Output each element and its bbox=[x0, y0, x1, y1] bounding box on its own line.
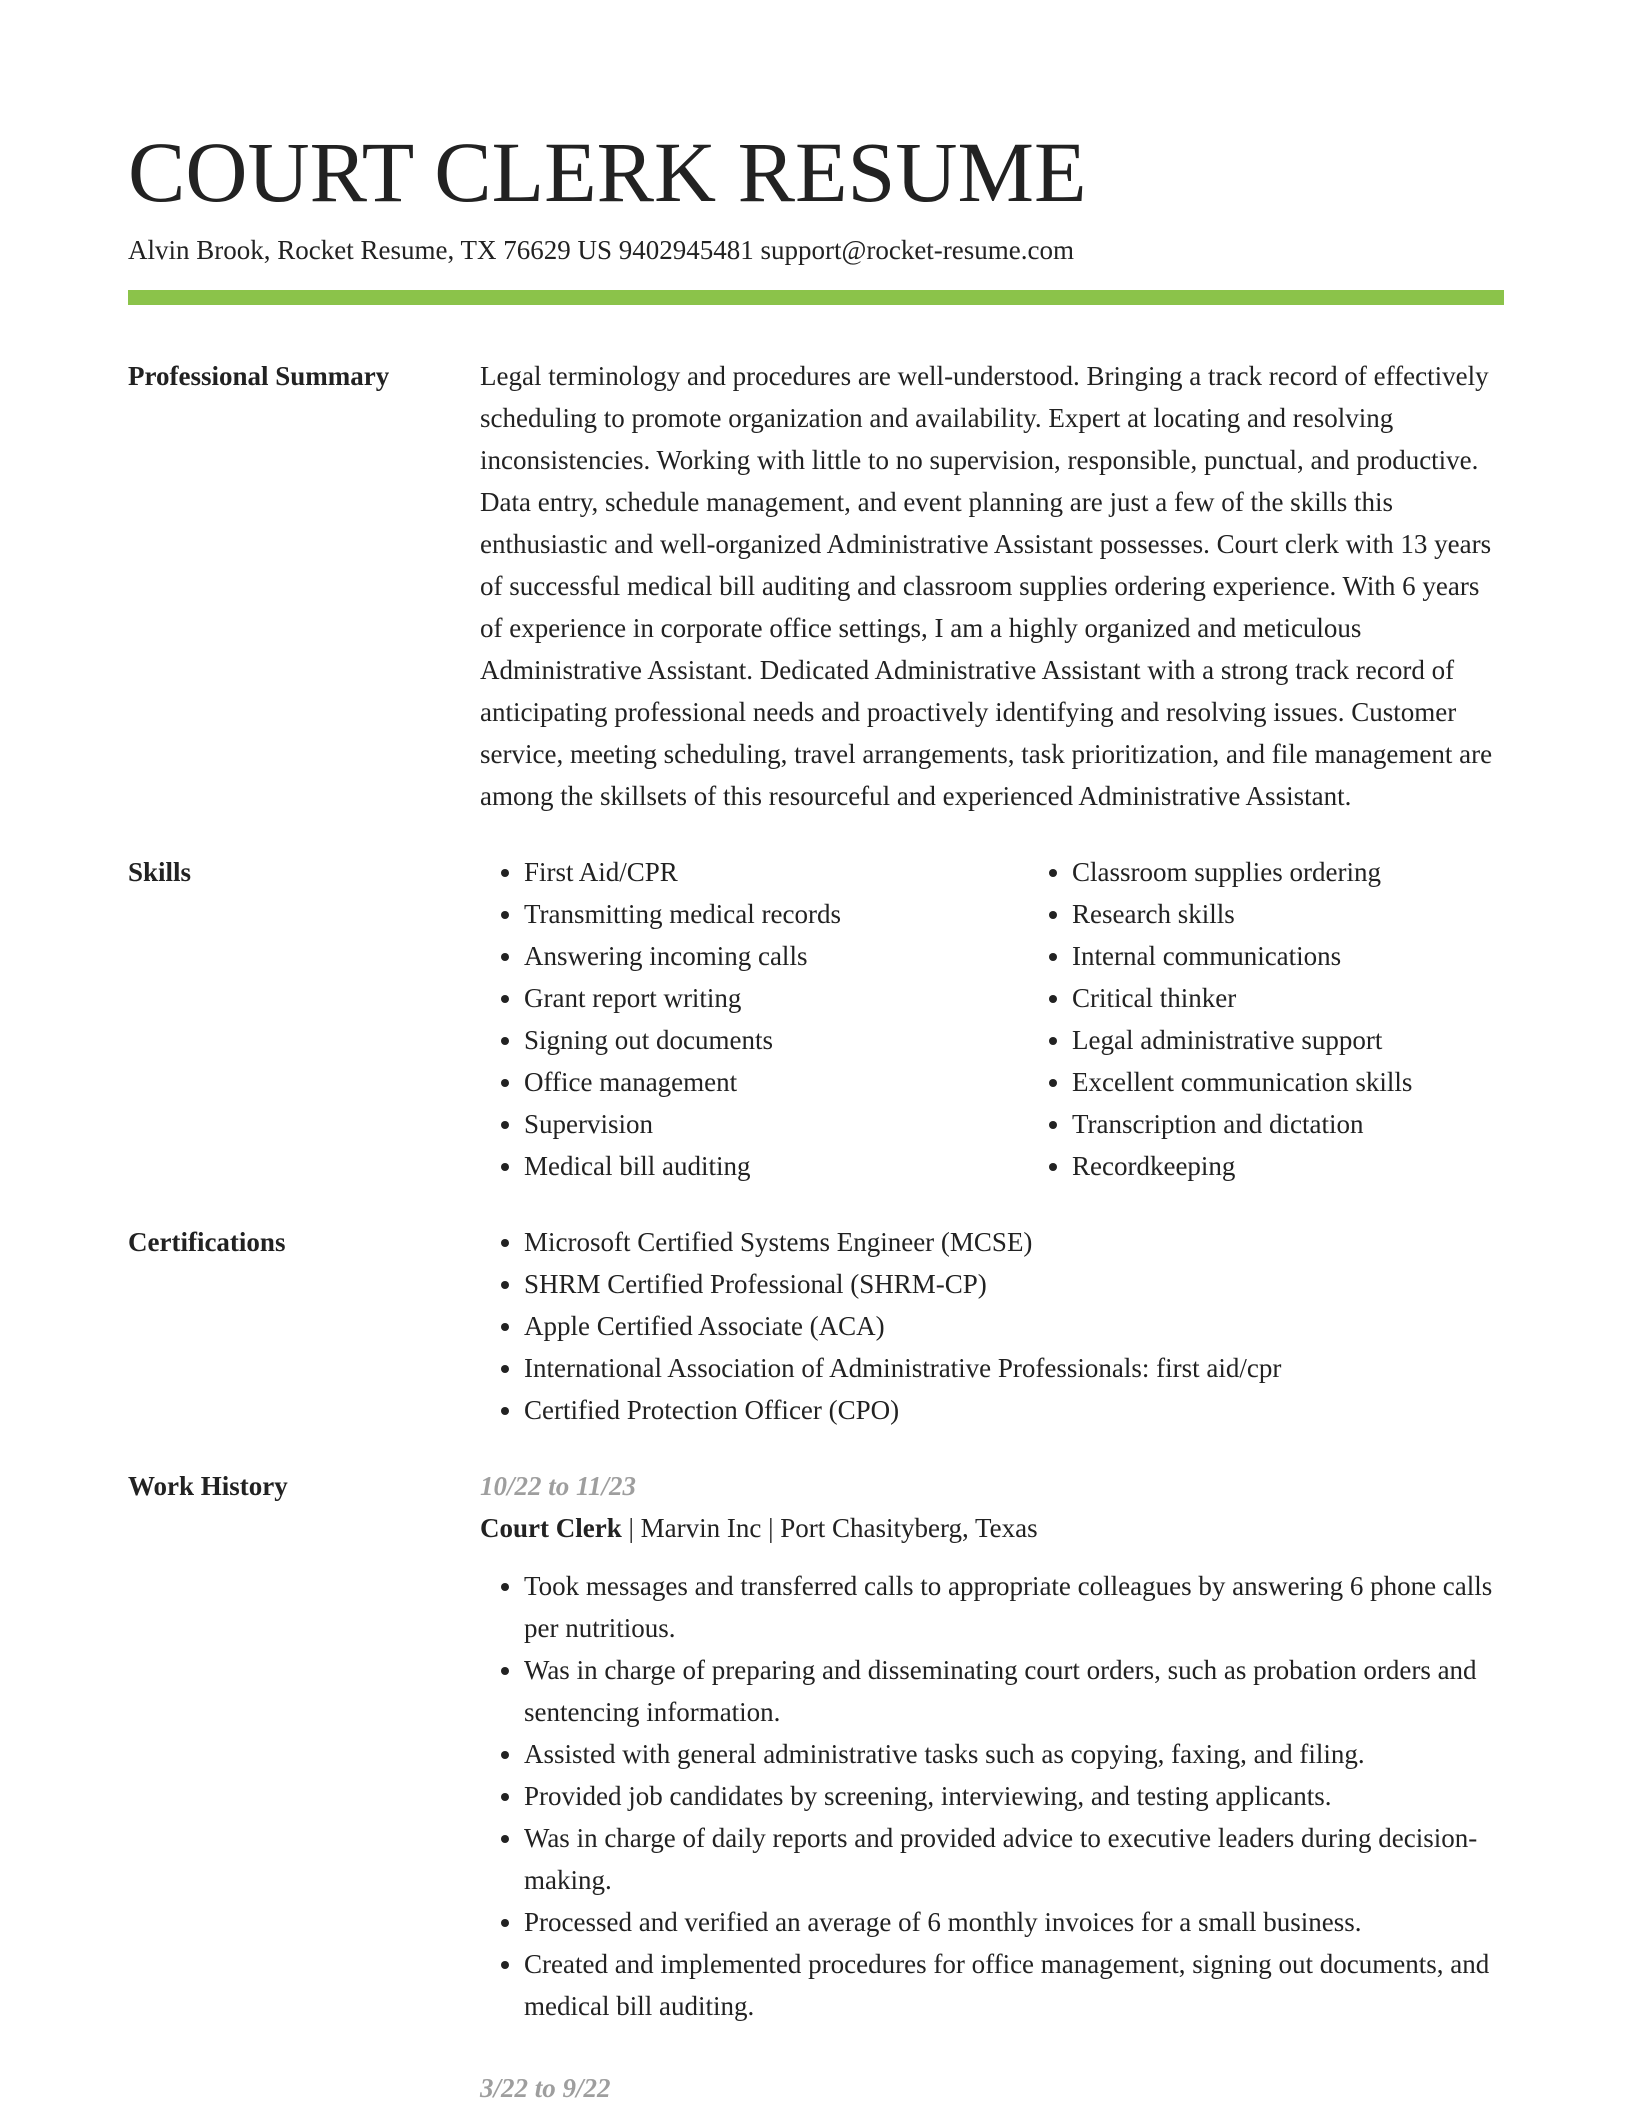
skill-item: • Supervision bbox=[524, 1103, 1028, 1145]
job-heading-line bbox=[480, 1507, 1504, 1549]
skill-item: • Critical thinker bbox=[1072, 977, 1576, 1019]
skill-item: • Recordkeeping bbox=[1072, 1145, 1576, 1187]
job-bullet: • Provided job candidates by screening, interviewing, and testing applicants. bbox=[524, 1775, 1504, 1817]
skills-list-left bbox=[480, 851, 1028, 1187]
skill-item: • Internal communications bbox=[1072, 935, 1576, 977]
accent-divider bbox=[128, 290, 1504, 305]
job-dates: 10/22 to 11/23 bbox=[480, 1471, 637, 1501]
contact-line: Alvin Brook, Rocket Resume, TX 76629 US 9402945481 support@rocket-resume.com bbox=[128, 235, 1075, 265]
job-entry bbox=[480, 2067, 1504, 2109]
skill-item: • Answering incoming calls bbox=[524, 935, 1028, 977]
work-history-heading: Work History bbox=[128, 1471, 288, 1501]
job-dates: 3/22 to 9/22 bbox=[480, 2073, 611, 2103]
skill-item: • Office management bbox=[524, 1061, 1028, 1103]
certification-item: • Apple Certified Associate (ACA) bbox=[524, 1305, 1504, 1347]
summary-text: Legal terminology and procedures are well-understood. Bringing a track record of effectively scheduling to promote organization and availability. Expert at locating and resolving inconsistencies. Working with little to no supervision, responsible, punctual, and productive. Data entry, schedule management, and event planning are just a few of the skills this enthusiastic and well-organized Administrative Assistant possesses. Court clerk with 13 years of successful medical bill auditing and classroom supplies ordering experience. With 6 years of experience in corporate office settings, I am a highly organized and meticulous Administrative Assistant. Dedicated Administrative Assistant with a strong track record of anticipating professional needs and proactively identifying and resolving issues. Customer service, meeting scheduling, travel arrangements, task prioritization, and file management are among the skillsets of this resourceful and experienced Administrative Assistant. bbox=[480, 361, 1493, 811]
skill-item: • Research skills bbox=[1072, 893, 1576, 935]
certification-item: • SHRM Certified Professional (SHRM-CP) bbox=[524, 1263, 1504, 1305]
certifications-heading: Certifications bbox=[128, 1227, 286, 1257]
skill-item: • Medical bill auditing bbox=[524, 1145, 1028, 1187]
skill-item: • Excellent communication skills bbox=[1072, 1061, 1576, 1103]
skill-item: • Legal administrative support bbox=[1072, 1019, 1576, 1061]
skill-item: • Grant report writing bbox=[524, 977, 1028, 1019]
certification-item: • International Association of Administrative Professionals: first aid/cpr bbox=[524, 1347, 1504, 1389]
work-history-section bbox=[128, 1465, 1504, 2109]
skill-item: • Transmitting medical records bbox=[524, 893, 1028, 935]
certification-item: • Certified Protection Officer (CPO) bbox=[524, 1389, 1504, 1431]
skill-item: • Signing out documents bbox=[524, 1019, 1028, 1061]
resume-page bbox=[128, 0, 1504, 2109]
job-entry bbox=[480, 1465, 1504, 2027]
skills-list-right bbox=[1028, 851, 1576, 1187]
job-bullet: • Was in charge of daily reports and provided advice to executive leaders during decision-making. bbox=[524, 1817, 1504, 1901]
job-details: | Marvin Inc | Port Chasityberg, Texas bbox=[621, 1513, 1038, 1543]
summary-heading: Professional Summary bbox=[128, 361, 390, 391]
summary-section bbox=[128, 355, 1504, 817]
job-bullets bbox=[480, 1565, 1504, 2027]
skills-heading: Skills bbox=[128, 857, 192, 887]
skills-section bbox=[128, 851, 1504, 1187]
skill-item: • Classroom supplies ordering bbox=[1072, 851, 1576, 893]
resume-title: COURT CLERK RESUME bbox=[128, 124, 1087, 220]
job-bullet: • Assisted with general administrative tasks such as copying, faxing, and filing. bbox=[524, 1733, 1504, 1775]
skill-item: • First Aid/CPR bbox=[524, 851, 1028, 893]
job-bullet: • Took messages and transferred calls to appropriate colleagues by answering 6 phone calls per nutritious. bbox=[524, 1565, 1504, 1649]
job-bullet: • Was in charge of preparing and disseminating court orders, such as probation orders and sentencing information. bbox=[524, 1649, 1504, 1733]
job-bullet: • Created and implemented procedures for office management, signing out documents, and medical bill auditing. bbox=[524, 1943, 1504, 2027]
certification-item: • Microsoft Certified Systems Engineer (MCSE) bbox=[524, 1221, 1504, 1263]
job-title: Court Clerk bbox=[480, 1513, 622, 1543]
skill-item: • Transcription and dictation bbox=[1072, 1103, 1576, 1145]
certifications-section bbox=[128, 1221, 1504, 1431]
job-bullet: • Processed and verified an average of 6 monthly invoices for a small business. bbox=[524, 1901, 1504, 1943]
certifications-list bbox=[480, 1221, 1504, 1431]
